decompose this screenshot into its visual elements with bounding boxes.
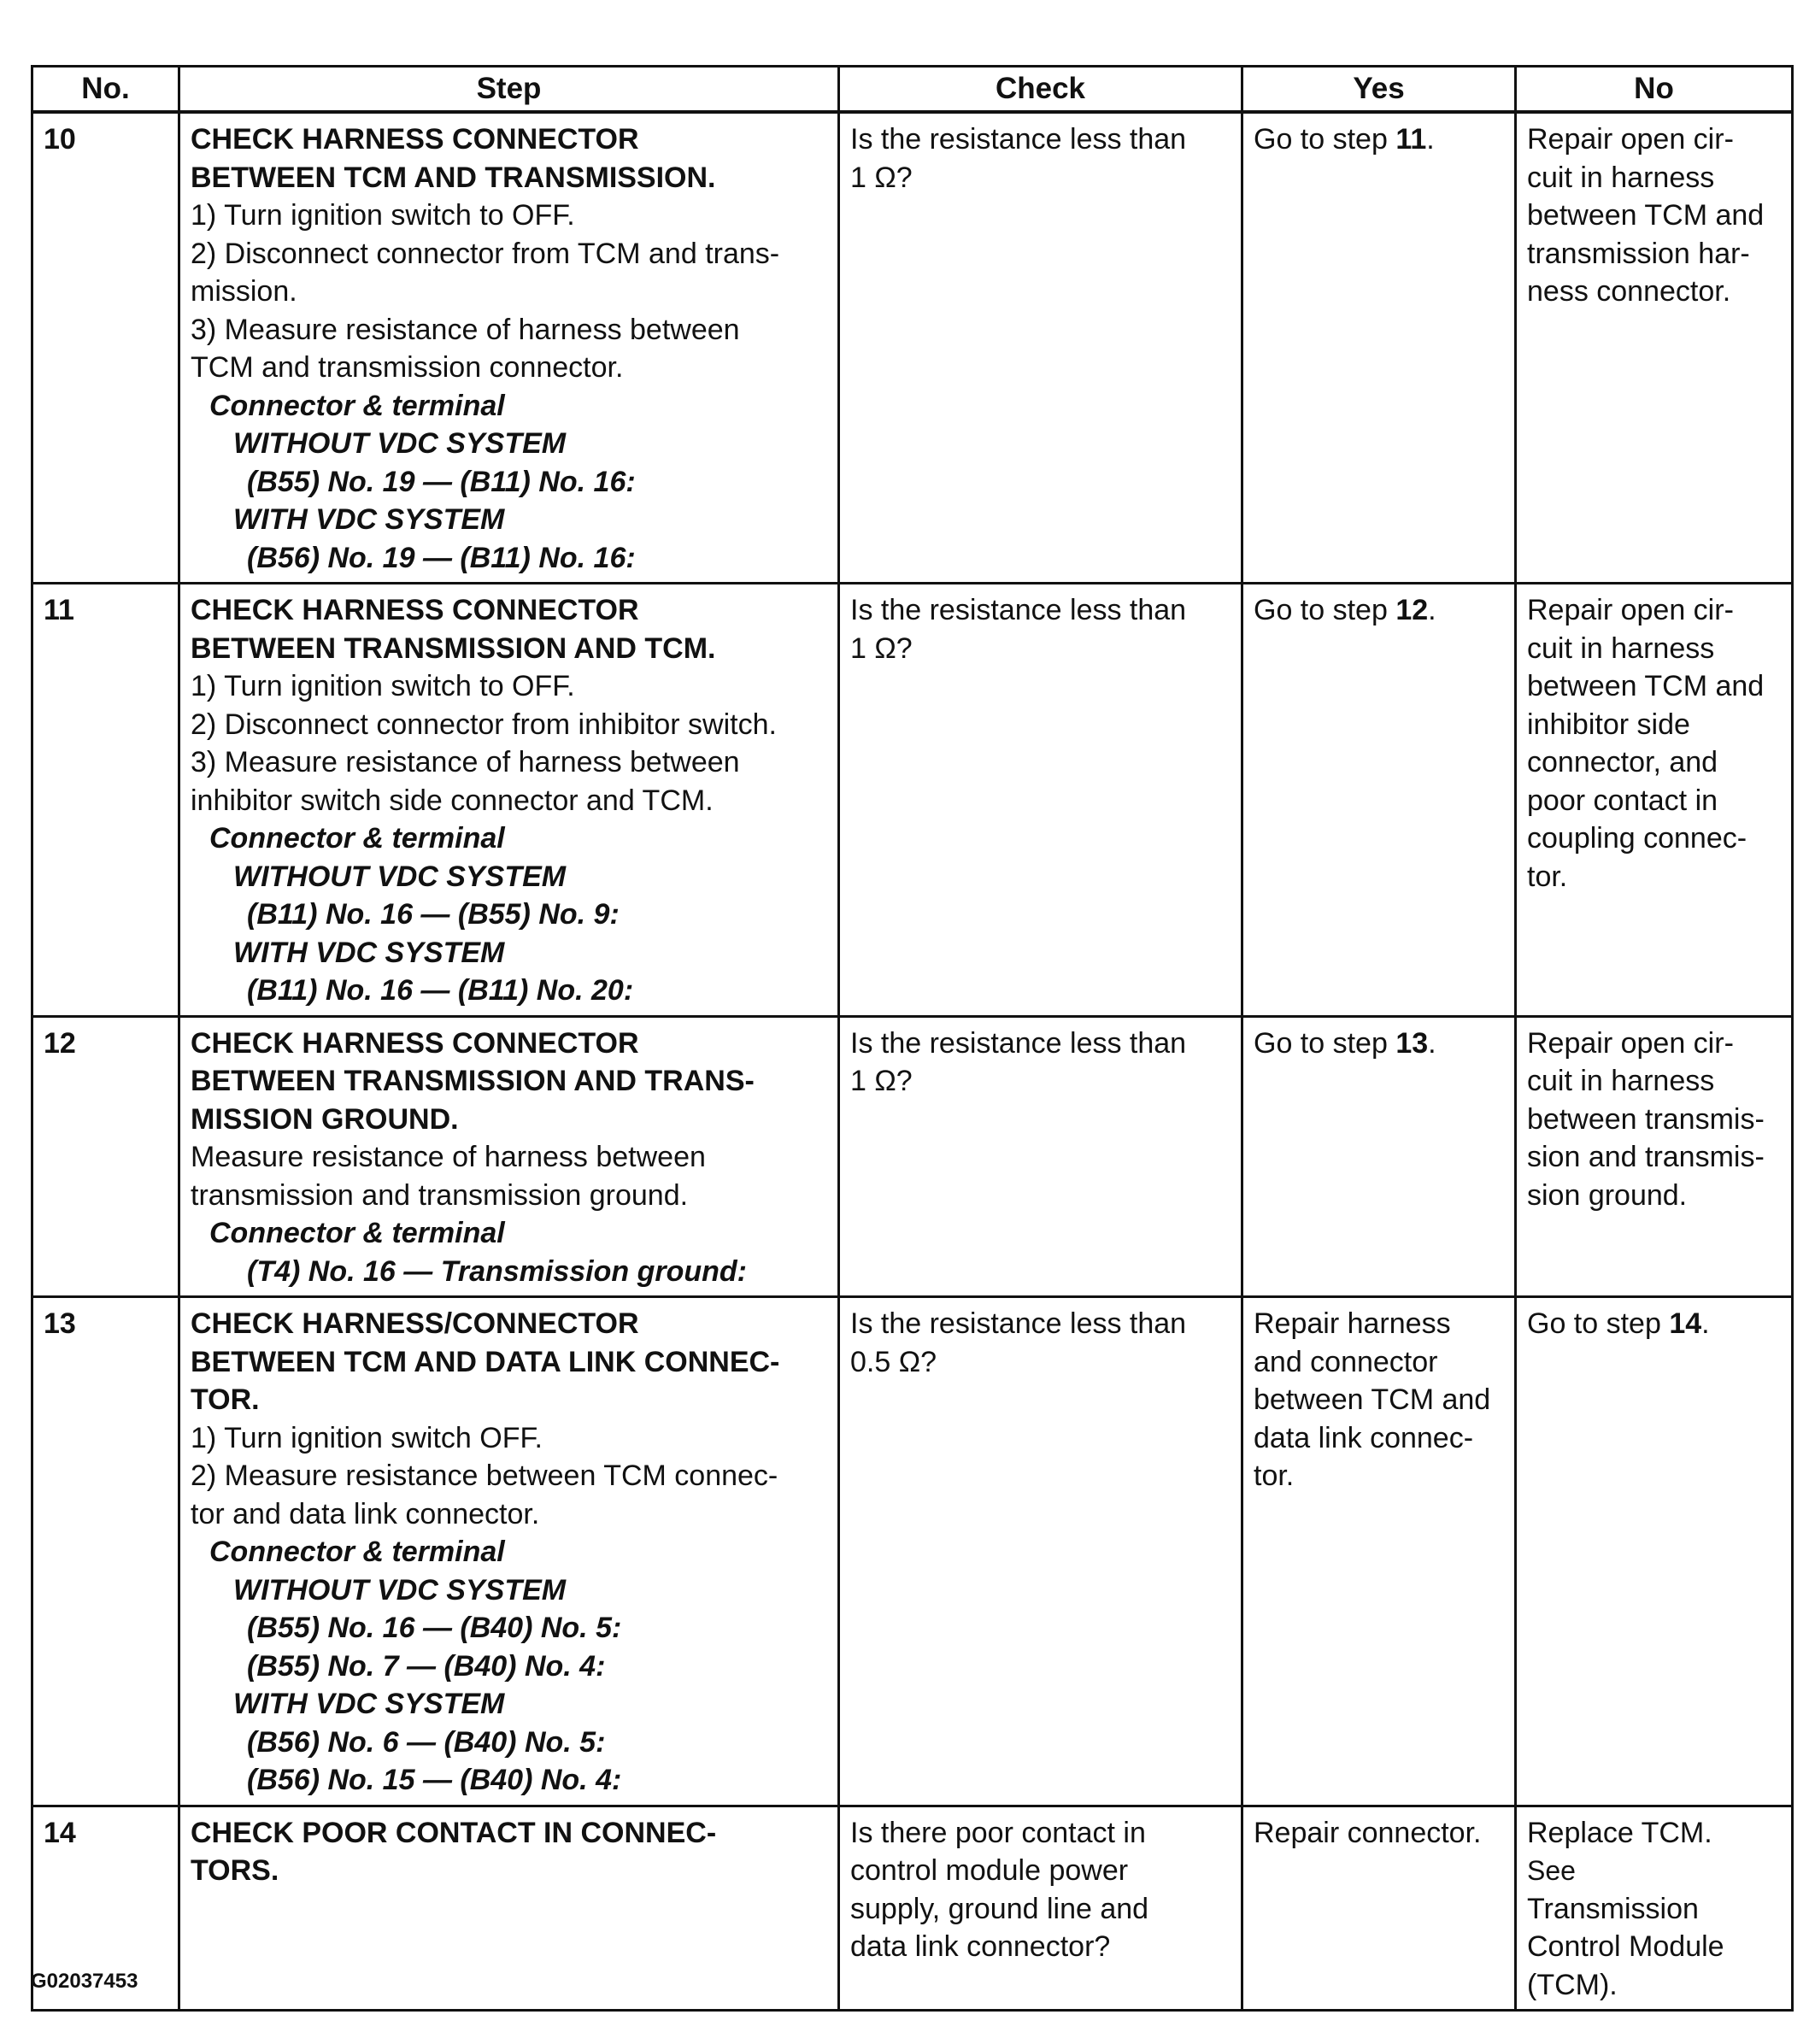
no-cell: [1516, 584, 1793, 1017]
check-text: 1 Ω?: [850, 161, 913, 194]
step-instruction: 2) Disconnect connector from TCM and trans-: [191, 237, 780, 270]
terminal-heading: Connector & terminal: [209, 1217, 505, 1249]
step-number: 13: [32, 1297, 179, 1806]
terminal-pin: (B55) No. 19 — (B11) No. 16:: [247, 465, 636, 498]
step-instruction: 1) Turn ignition switch to OFF.: [191, 199, 575, 232]
system-variant: WITH VDC SYSTEM: [233, 503, 505, 536]
no-text: Repair open cir-: [1527, 1026, 1734, 1060]
check-cell: [839, 112, 1242, 584]
system-variant: WITHOUT VDC SYSTEM: [233, 1573, 567, 1606]
no-text: Repair open cir-: [1527, 594, 1734, 626]
no-text: between TCM and: [1527, 670, 1765, 702]
table-header-row: [32, 67, 1793, 113]
diagnostic-table: [31, 65, 1794, 2012]
see-label: See: [1527, 1855, 1576, 1886]
step-number: 14: [32, 1806, 179, 2011]
check-text: Is the resistance less than: [850, 1026, 1187, 1060]
check-cell: [839, 1297, 1242, 1806]
check-text: Is there poor contact in: [850, 1816, 1146, 1849]
tcm-reference-link[interactable]: Control Module: [1527, 1930, 1724, 1963]
yes-cell: [1242, 1297, 1516, 1806]
step-instruction: transmission and transmission ground.: [191, 1178, 689, 1212]
yes-text: Go to step: [1254, 594, 1396, 626]
step-number: 11: [32, 584, 179, 1017]
step-instruction: tor and data link connector.: [191, 1497, 540, 1530]
terminal-pin: (B55) No. 16 — (B40) No. 5:: [247, 1612, 622, 1644]
terminal-heading: Connector & terminal: [209, 389, 505, 422]
yes-text: Repair connector.: [1254, 1816, 1482, 1849]
no-text: between transmis-: [1527, 1102, 1765, 1136]
yes-step-link[interactable]: 13: [1395, 1026, 1429, 1060]
step-title: TORS.: [191, 1854, 279, 1887]
step-number: 12: [32, 1016, 179, 1297]
check-text: data link connector?: [850, 1930, 1111, 1963]
step-cell: [179, 1806, 839, 2011]
yes-suffix: .: [1428, 1026, 1436, 1060]
check-cell: [839, 584, 1242, 1017]
step-instruction: mission.: [191, 275, 297, 308]
step-cell: [179, 1016, 839, 1297]
check-text: supply, ground line and: [850, 1892, 1149, 1925]
header-yes: Yes: [1242, 67, 1516, 113]
yes-cell: [1242, 1016, 1516, 1297]
step-title: BETWEEN TRANSMISSION AND TRANS-: [191, 1065, 755, 1097]
step-instruction: Measure resistance of harness between: [191, 1141, 706, 1173]
no-text: poor contact in: [1527, 784, 1718, 817]
terminal-pin: (B56) No. 19 — (B11) No. 16:: [247, 541, 636, 574]
step-title: CHECK HARNESS/CONNECTOR: [191, 1307, 639, 1340]
step-title: BETWEEN TCM AND TRANSMISSION.: [191, 161, 716, 194]
terminal-heading: Connector & terminal: [209, 822, 505, 855]
no-text: cuit in harness: [1527, 161, 1715, 194]
check-text: control module power: [850, 1854, 1129, 1887]
terminal-heading: Connector & terminal: [209, 1536, 505, 1568]
yes-text: between TCM and: [1254, 1383, 1491, 1416]
no-text: tor.: [1527, 860, 1568, 893]
yes-suffix: .: [1426, 123, 1435, 156]
step-cell: [179, 1297, 839, 1806]
check-text: 0.5 Ω?: [850, 1345, 937, 1378]
no-text: connector, and: [1527, 746, 1718, 778]
no-text: inhibitor side: [1527, 708, 1690, 741]
system-variant: WITH VDC SYSTEM: [233, 936, 505, 969]
terminal-pin: (B11) No. 16 — (B11) No. 20:: [247, 974, 634, 1007]
no-suffix: .: [1701, 1307, 1710, 1340]
step-title: MISSION GROUND.: [191, 1102, 459, 1136]
check-text: 1 Ω?: [850, 1065, 913, 1097]
yes-step-link[interactable]: 12: [1395, 594, 1429, 626]
step-cell: [179, 584, 839, 1017]
step-title: CHECK HARNESS CONNECTOR: [191, 123, 639, 156]
header-no: No.: [32, 67, 179, 113]
system-variant: WITHOUT VDC SYSTEM: [233, 860, 567, 893]
step-cell: [179, 112, 839, 584]
header-step: Step: [179, 67, 839, 113]
table-row-step-11: [32, 584, 1793, 1017]
check-text: 1 Ω?: [850, 631, 913, 665]
no-cell: [1516, 1806, 1793, 2011]
step-number: 10: [32, 112, 179, 584]
yes-text: and connector: [1254, 1345, 1438, 1378]
yes-text: Go to step: [1254, 123, 1396, 156]
no-cell: [1516, 1297, 1793, 1806]
system-variant: WITHOUT VDC SYSTEM: [233, 427, 567, 460]
check-text: Is the resistance less than: [850, 594, 1187, 626]
check-cell: [839, 1806, 1242, 2011]
tcm-reference-link[interactable]: Transmission: [1527, 1892, 1699, 1925]
no-text: Replace TCM.: [1527, 1816, 1712, 1849]
no-cell: [1516, 112, 1793, 584]
yes-text: data link connec-: [1254, 1421, 1474, 1454]
no-text: cuit in harness: [1527, 1065, 1715, 1097]
no-step-link[interactable]: 14: [1669, 1307, 1702, 1340]
terminal-pin: (T4) No. 16 — Transmission ground:: [247, 1254, 747, 1288]
no-text: cuit in harness: [1527, 631, 1715, 665]
check-cell: [839, 1016, 1242, 1297]
step-instruction: 1) Turn ignition switch to OFF.: [191, 670, 575, 702]
table-row-step-13: [32, 1297, 1793, 1806]
figure-id: G02037453: [31, 1970, 138, 1993]
terminal-pin: (B11) No. 16 — (B55) No. 9:: [247, 898, 620, 931]
table-row-step-12: [32, 1016, 1793, 1297]
header-no-result: No: [1516, 67, 1793, 113]
yes-step-link[interactable]: 11: [1395, 123, 1427, 156]
system-variant: WITH VDC SYSTEM: [233, 1688, 505, 1720]
terminal-pin: (B56) No. 15 — (B40) No. 4:: [247, 1764, 622, 1796]
step-instruction: TCM and transmission connector.: [191, 351, 624, 384]
no-text: between TCM and: [1527, 199, 1765, 232]
no-text: transmission har-: [1527, 237, 1750, 270]
step-title: CHECK POOR CONTACT IN CONNEC-: [191, 1816, 717, 1849]
yes-text: Repair harness: [1254, 1307, 1451, 1340]
header-check: Check: [839, 67, 1242, 113]
table-row-step-14: [32, 1806, 1793, 2011]
step-instruction: inhibitor switch side connector and TCM.: [191, 784, 714, 817]
terminal-pin: (B55) No. 7 — (B40) No. 4:: [247, 1649, 606, 1683]
no-text: sion ground.: [1527, 1178, 1688, 1212]
step-title: BETWEEN TCM AND DATA LINK CONNEC-: [191, 1345, 780, 1378]
table-row-step-10: [32, 112, 1793, 584]
terminal-pin: (B56) No. 6 — (B40) No. 5:: [247, 1725, 606, 1759]
step-instruction: 2) Disconnect connector from inhibitor switch.: [191, 708, 777, 741]
no-text: ness connector.: [1527, 275, 1731, 308]
step-title: CHECK HARNESS CONNECTOR: [191, 1026, 639, 1060]
step-title: CHECK HARNESS CONNECTOR: [191, 594, 639, 626]
step-instruction: 2) Measure resistance between TCM connec-: [191, 1460, 778, 1492]
check-text: Is the resistance less than: [850, 123, 1187, 156]
no-text: Repair open cir-: [1527, 123, 1734, 156]
no-text: Go to step: [1527, 1307, 1670, 1340]
yes-cell: [1242, 1806, 1516, 2011]
check-text: Is the resistance less than: [850, 1307, 1187, 1340]
tcm-reference-link[interactable]: (TCM).: [1527, 1968, 1618, 2001]
no-cell: [1516, 1016, 1793, 1297]
no-text: sion and transmis-: [1527, 1141, 1765, 1173]
step-title: TOR.: [191, 1383, 260, 1416]
yes-cell: [1242, 584, 1516, 1017]
step-title: BETWEEN TRANSMISSION AND TCM.: [191, 631, 716, 665]
step-instruction: 3) Measure resistance of harness between: [191, 746, 740, 778]
yes-text: Go to step: [1254, 1026, 1396, 1060]
no-text: coupling connec-: [1527, 822, 1747, 855]
yes-suffix: .: [1428, 594, 1436, 626]
yes-text: tor.: [1254, 1460, 1295, 1492]
yes-cell: [1242, 112, 1516, 584]
step-instruction: 3) Measure resistance of harness between: [191, 313, 740, 346]
step-instruction: 1) Turn ignition switch OFF.: [191, 1421, 543, 1454]
